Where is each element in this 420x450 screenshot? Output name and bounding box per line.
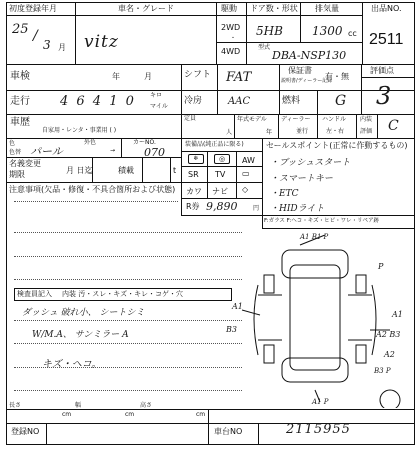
equip-sr: SR: [188, 170, 199, 179]
shaken-year-unit: 年: [112, 72, 120, 81]
note-line: [14, 201, 178, 202]
sales-legend: F:ガラス F:ヘコ・キズ・ヒビ・ワレ・リペア跡: [264, 218, 380, 224]
r-tax-label: R券: [186, 202, 200, 211]
capacity-label: 定員: [184, 115, 197, 122]
interior-label: 内装: [360, 116, 373, 123]
car-diagram: [240, 230, 415, 408]
inspector-items: 内装 汚・スレ・キズ・キレ・コゲ・穴: [62, 290, 184, 298]
color-change-label: 色替: [9, 149, 22, 156]
interior-value: C: [388, 118, 399, 134]
door-label: ドア数・形状: [250, 4, 298, 13]
handle-label: ハンドル: [322, 116, 347, 123]
rating-label: 評価点: [370, 66, 394, 75]
car-hood: [282, 250, 348, 278]
chassis-no-label: 車台NO: [214, 427, 243, 436]
lot-label: 出品NO.: [371, 4, 402, 13]
year-model-unit: 年: [266, 129, 273, 136]
drive-4wd: 4WD: [221, 47, 241, 56]
deadline-label: 期限: [9, 170, 25, 179]
damage-mark: A1 P: [312, 398, 329, 406]
sales-points-label: セールスポイント(正常に作動するもの): [266, 141, 408, 150]
shift-label: シフト: [184, 70, 212, 80]
first-reg-month: 3: [43, 38, 51, 52]
note-line: [14, 279, 242, 280]
mark-circle: [380, 390, 400, 408]
capacity-unit: 人: [226, 129, 233, 136]
damage-mark: A2: [384, 350, 395, 359]
r-tax-value: 9,890: [206, 200, 238, 213]
model-type-label: 型式: [258, 44, 271, 51]
damage-mark: A2 B3: [376, 330, 401, 339]
interior-sub: 評価: [360, 128, 373, 135]
sales-point: ・スマートキー: [270, 174, 333, 184]
drive-dot: ・: [230, 35, 237, 42]
first-reg-label: 初度登録年月: [9, 4, 57, 13]
sales-point: ・ブッシュスタート: [270, 158, 351, 168]
note-line: [14, 320, 242, 321]
note-line-2: W/M.A、 サンミラー A: [32, 330, 129, 340]
side-right: [372, 285, 376, 355]
load-label: 積載: [118, 166, 134, 175]
wheel-fr: [356, 275, 366, 293]
mileage-label: 走行: [10, 96, 30, 107]
warranty-label: 保証書: [288, 66, 312, 75]
notes-label: 注意事項(欠品・修復・不具合箇所および状態): [9, 185, 176, 194]
inspector-label: 検査員記入: [17, 290, 52, 298]
chassis-no-value: 2115955: [286, 422, 351, 437]
fuel-value: G: [335, 93, 347, 109]
color-label: 色: [9, 140, 16, 147]
fuel-label: 燃料: [282, 96, 301, 106]
equip-aw: AW: [242, 156, 255, 165]
ac-label: 冷房: [184, 96, 203, 106]
height-label: 高さ: [140, 402, 153, 409]
damage-mark: B3 P: [374, 367, 391, 375]
equipment-label: 装備品(純正品に限る): [185, 141, 244, 148]
color-value: パール: [30, 145, 63, 158]
from-label: 外色: [84, 139, 97, 146]
lot-number: 2511: [369, 31, 404, 48]
power-window-icon: ▭: [242, 169, 250, 178]
to-label: →: [110, 147, 116, 154]
model-type-value: DBA-NSP130: [272, 49, 347, 62]
year-model-label: 年式モデル: [237, 116, 267, 123]
width-label: 幅: [75, 402, 82, 409]
rating-value: 3: [376, 82, 392, 110]
first-reg-slash: /: [33, 28, 38, 44]
note-line: [14, 343, 242, 344]
category-label: 車歴: [10, 117, 30, 128]
car-name-label: 車名・グレード: [118, 4, 174, 13]
month-unit: 月: [58, 43, 66, 52]
note-line: [14, 390, 242, 391]
car-roof: [290, 265, 340, 370]
ac-icon: ❄: [188, 154, 204, 164]
side-left: [254, 285, 258, 355]
sales-point: ・HIDライト: [270, 204, 325, 214]
note-line: [14, 232, 242, 233]
drive-label: 駆動: [221, 4, 237, 13]
damage-mark: A1: [232, 302, 243, 311]
car-name-value: vitz: [84, 32, 119, 52]
length-unit: cm: [62, 411, 72, 418]
height-unit: cm: [196, 411, 206, 418]
sales-point: ・ETC: [270, 189, 299, 199]
mile-unit: マイル: [150, 103, 168, 110]
displacement-label: 排気量: [315, 4, 339, 13]
note-line: [14, 256, 242, 257]
equip-navi: ナビ: [212, 187, 228, 196]
dealer-sub: 並行: [296, 128, 309, 135]
handle-sub: 左・右: [326, 128, 345, 135]
warranty-opts: 有・無: [325, 72, 349, 81]
yen-unit: 円: [253, 205, 260, 212]
power-steering-icon: ◎: [214, 154, 230, 164]
damage-mark: A1: [392, 310, 403, 319]
ton-unit: t: [173, 166, 177, 175]
displacement-unit: cc: [348, 29, 357, 38]
dealer-label: ディーラー: [281, 116, 311, 123]
mileage-value: 4 6 4 1 0: [60, 94, 136, 109]
km-unit: キロ: [150, 92, 163, 99]
reg-no-label: 登録NO: [11, 427, 40, 436]
length-label: 長さ: [9, 402, 22, 409]
shaken-month-unit: 月: [144, 72, 152, 81]
damage-mark: A1 B1 P: [300, 233, 329, 241]
wheel-fl: [264, 275, 274, 293]
color-code-label: カーNO.: [133, 139, 156, 146]
shaken-label: 車検: [10, 71, 30, 82]
equip-extra-icon: ◇: [242, 185, 249, 194]
warranty-sub: 説明書/ディーラー記録: [281, 78, 333, 84]
color-code-value: 070: [144, 146, 165, 159]
damage-mark: P: [378, 262, 384, 271]
damage-mark: B3: [226, 325, 237, 334]
displacement-value: 1300: [312, 24, 343, 38]
wheel-rl: [264, 345, 274, 363]
name-change-label: 名義変更: [9, 159, 41, 168]
door-value: 5HB: [256, 24, 283, 38]
drive-2wd: 2WD: [221, 23, 241, 32]
first-reg-year: 25: [12, 22, 29, 37]
category-sub: 自家用・レンタ・事業用 ( ): [42, 127, 117, 134]
note-line-1: ダッシュ 破れ小、 シートシミ: [22, 308, 145, 318]
width-unit: cm: [125, 411, 135, 418]
equip-leather: カワ: [186, 187, 202, 196]
wheel-rr: [356, 345, 366, 363]
ac-value: AAC: [228, 96, 251, 107]
date-label: 月 日迄: [66, 166, 93, 175]
note-line-3: キズ・ヘコ。: [42, 359, 102, 370]
equip-tv: TV: [215, 170, 226, 179]
shift-value: FAT: [226, 70, 252, 85]
